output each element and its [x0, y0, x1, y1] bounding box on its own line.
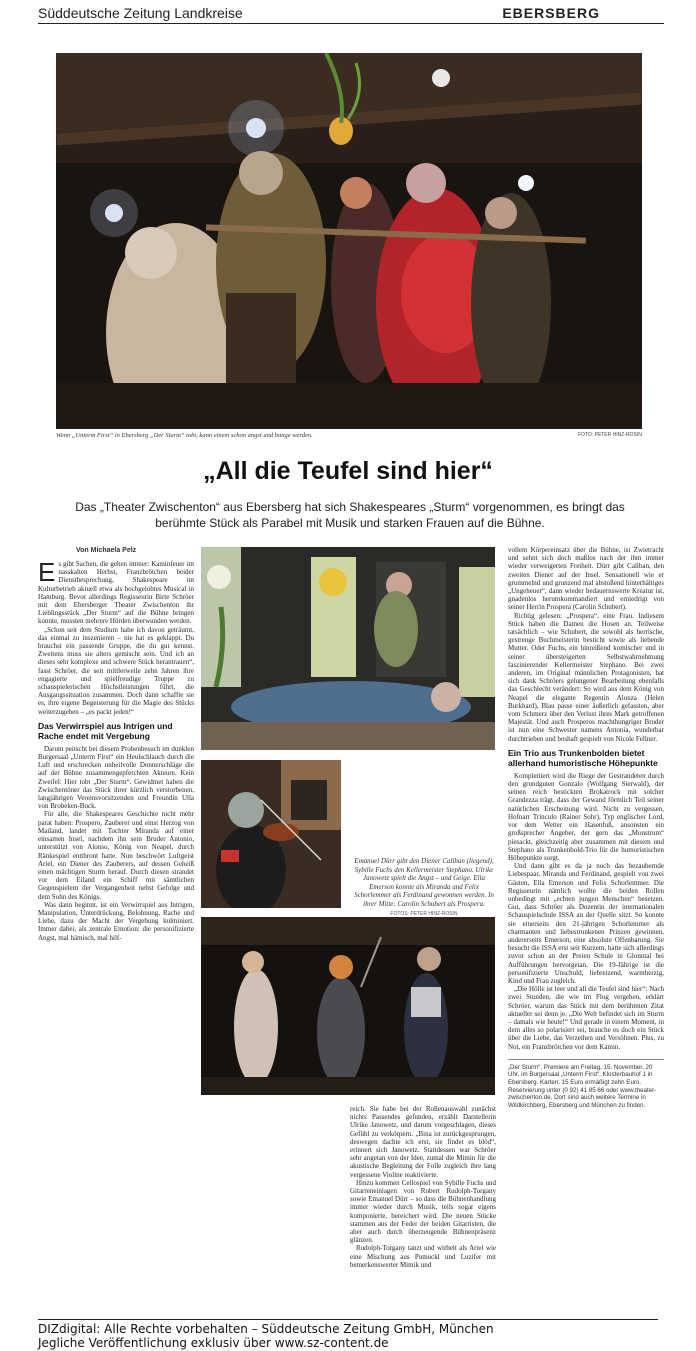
main-photo-credit: FOTO: PETER HINZ-ROSIN	[578, 432, 642, 438]
paragraph: Richtig gelesen: „Prospera“, eine Frau. Indiesem Stück haben die Damen die Hosen an. Teilweise tatsächlich – wie Schubert, die sowohl als herrische, gestrenge Buchmeisterin besticht sowie als liebende Mutter. Oder Fuchs, ein hinreißend komischer und in seiner übersteigerten Selbstwahrnehmung faszinierender Kellermeister Stephano. Bei zwei anderen, im Original männlichen Protagonisten, hat sich dank Schröers gelungener Bearbeitung ebenfalls das Geschlecht verändert: So wird aus dem König von Neapel die elegante Regentin Alonza (Helen Burkhard), Blau passe einer äußerlich gefassten, aber vom Schmerz über den Verlust ihres Mark getroffenen Majestät. Und auch Prosperos machthungriger Bruder ist nun eine Schwester namens Antonia, wunderbar durchtrieben und boshaft gespielt von Nicole Fellner.	[508, 611, 664, 743]
article-deck: Das „Theater Zwischenton“ aus Ebersberg hat sich Shakespeares „Sturm“ vorgenommen, es bringt das berühmte Stück als Parabel mit Musik und starken Frauen auf die Bühne.	[75, 500, 625, 530]
byline: Von Michaela Pelz	[76, 547, 137, 554]
article-column-3	[508, 546, 664, 1306]
paragraph: Und dann gibt es da ja noch das bezaubernde Liebespaar, Miranda und Ferdinand, gespielt von zwei Gästen, Ella Emerson und Felix Schorlemmer. Die Regisseurin nämlich wollte die beiden Rollen unbedingt mit „echten jungen Menschen“ besetzen. Gut, dass Schröer als Dozentin der internationalen Schauspielschule ISSA an der Quelle sitzt. So konnte sie einerseits den 21-jährigen Schorlemmer als charmanten und liebestrunkenen Prinzen gewinnen, andererseits Emerson, eine absolute Offenbarung. Sie besucht die ISSA erst seit Kurzem, hatte sich allerdings zuvor schon an der Preien Schule in Glonntal bei Aufführungen hervorgetan. Die 19-Jährige ist die personifizierte Unschuld, liebreizend, warmherzig, Kind und Frau zugleich.	[508, 862, 664, 985]
paragraph: Rudolph-Torgany tanzt und wirbelt als Ariel wie eine Mischung aus Pumuckl und Luzifer mit bemerkenswerter Mimik und	[350, 1244, 496, 1269]
side-photo-caption: Emanuel Dürr gibt den Diener Caliban (liegend), Sybille Fuchs den Kellermeister Stephano. Ulrike Janowetz spielt die Angst – und Geige. Ella Emerson konnte als Miranda und Felix Schorlemmer als Ferdinand gewonnen werden. In ihrer Mitte: Carolin Schubert als Prospera. FOTOS: PETER HINZ-ROSIN	[352, 857, 496, 919]
caliban-scene-photo	[201, 547, 495, 750]
paragraph: Darum peitscht bei diesem Probenbesuch im dunklen Burgersaal „Unterm First“ ein Heulschlauch durch die Luft und erschrecken unheilvolle Donnerschläge die auf der Bühne zusammengepferchten Akteure. Kein Zweifel: Hier tobt „Der Sturm“. Gewidmet haben die Zwischentöner das Stück ihrer kürzlich verstorbenen, langjährigen Vereinsvorsitzenden und Freundin Ulla von Brobeken-Bock.	[38, 744, 194, 811]
paragraph: Was dann beginnt, ist ein Verwirrspiel aus Intrigen, Manipulation, Unterdrückung, Belohnung, Rache und Liebe, dazu der Macht der Vergebung kulminiert. Immer dabei, als zentrale Emotion: die personifizierte Angst, mal hämisch, mal hilf-	[38, 900, 194, 942]
event-info-box: „Der Sturm“, Premiere am Freitag, 15. November, 20 Uhr, im Burgersaal „Unterm First“, Klosterbauhof 1 in Ebersberg. Karten: 15 Euro ermäßigt zehn Euro. Reservierung unter (0 92) 41 85 66 oder www.theater-zwischenton.de. Dort sind auch weitere Termine in Wildkirchberg, Ebersberg und München zu finden.	[508, 1059, 664, 1110]
paragraph: Hinzu kommen Cellospiel von Sybille Fuchs und Gitarreneinlagen von Robert Rudolph-Torgany sowie Emanuel Dürr – so dass die Bühnenhandlung immer wieder durch Musik, teils sogar eigens komponierte, bereichert wird. Die neuen Stücke stammen aus der Feder der beiden Gitarristen, die aber auch durch überzeugende Bühnenpräsenz glänzen.	[350, 1178, 496, 1245]
license-line: Jegliche Veröffentlichung exklusiv über www.sz-content.de	[38, 1336, 389, 1350]
paragraph: „Die Hölle ist leer und all die Teufel sind hier“: Nach zwei Stunden, die wie im Flug vergehen, erklärt Schröer, warum das Stück mit dem berühmten Zitat aktueller sei denn je. „Die Welt befindet sich im Sturm – damals wie heute!“ Und gerade in einem Moment, in dem alles so polarisiert sei, brauche es doch ein Stück über die Liebe, das Verzeihen und Versöhnen. Plus, zu Not, ein Franzbrötchen vor dem Kamin.	[508, 985, 664, 1051]
drop-cap: E	[38, 560, 56, 587]
trio-scene-photo	[201, 917, 495, 1095]
main-photo-caption: Wenn „Unterm First“ in Ebersberg „Der Sturm“ tobt, kann einem schon angst und bange werden.	[56, 432, 313, 439]
main-stage-photo	[56, 53, 642, 429]
violinist-photo	[201, 760, 341, 908]
section-name: EBERSBERG	[502, 5, 600, 21]
article-column-1	[38, 560, 194, 1100]
subheading: Ein Trio aus Trunkenbolden bietet allerhand humoristische Höhepunkte	[508, 747, 658, 768]
paragraph: Für alle, die Shakespeares Geschichte nicht mehr parat haben: Prospero, Zauberer und einst Herzog von Mailand, landet mit Tochter Miranda auf einer einsamen Insel, nachdem ihn sein Bruder Antonio, unterstützt von Alonso, König von Neapel, durch Ränkespiel entthront hatte. Nun beschwört Luftgeist Ariel, ein Diener des Zauberers, auf dessen Geheiß einen mächtigen Sturm herauf. Durch diesen strandet vor dem Eiland ein Schiff mit sämtlichen Gegenspielern der Vergangenheit nebst Gefolge und dem Sohn des Königs.	[38, 810, 194, 901]
copyright-footer	[38, 1319, 658, 1350]
masthead	[38, 4, 664, 24]
article-column-2	[350, 1105, 496, 1310]
paragraph: „Schon seit dem Studium habe ich davon geträumt, das einmal zu inszenieren – nie hat es geklappt. Du brauchst ein passende Gruppe, die du gut kennst. Zweitens muss sie alters gemischt sein. Und ich an dieses sehr komplexe und schwere Stück herantrauen“, fasst Schröer, die seit mittlerweile zehn Jahren ihre engagierte und spielfreudige Truppe zu schauspielerischen Höchstleistungen führt, die Ausgangssituation zusammen. Doch dann schaffte sie es, ihre eigene Begeisterung für die Magie des Stücks weiterzugeben – „es packt jeden!“	[38, 625, 194, 716]
paragraph: Komplettiert wird die Riege der Gestrandeten durch den grundguten Gonzalo (Wolfgang Sierwald), der seinen reich bestickten Brokatrock mit solcher Grandezza trägt, dass der Gewand förmlich Teil seiner natürlichen Erscheinung wird. Nicht zu vergessen, Hofnarr Trinculo (Rainer Sohr), Typ englischer Lord, vor dem Wetter ein Hasenfuß, ansonsten ein großsprecher Angeber, der gern das „Monstrum“ piesackt, gleichzeitig aber zusammen mit diesem und Stephano als Trunkenbold-Trio für die humoristischen Höhepunkte sorgt.	[508, 771, 664, 862]
paragraph: reich. Sie habe bei der Rollenauswahl zunächst nichts Passendes gefunden, erzählt Darstellerin Ulrike Janowetz, und darum vorgeschlagen, dieses Gefühl zu verkörpern. „Bina ist zurückgesprungen, deswegen dachte ich erst, sie findet es blöd“, erinnert sich Janowetz. Stattdessen war Schröer sehr angetan von der Idee, zumal die Mimin für die akustische Begleitung der Folle zugleich ihre lang vergessene Violine reaktivierte.	[350, 1105, 496, 1179]
paragraph: vollem Körpereinsatz über die Bühne, ist Zwietracht und sehnt sich doch maßlos nach der ihm immer wieder verweigerten Freiheit. Dürr gibt Caliban, den zweiten Diener auf der Insel. Sensationell wie er grummelnd und grunzend mal abstoßend hinterhältiges „Ungeheuer“, dann wieder bedauernswerte Kreatur ist, gnadenlos herumkommandiert und erniedrigt von seiner Herrin Prospera (Carolin Schubert).	[508, 546, 664, 612]
article-headline: „All die Teufel sind hier“	[203, 457, 493, 485]
subheading: Das Verwirrspiel aus Intrigen und Rache endet mit Vergebung	[38, 720, 173, 741]
paragraph: Es gibt Sachen, die gehen immer: Kaminfeuer im nasskalten Herbst, Franzbrötchen beider Dienstbesprechung, Shakespeare im Kulturbetrieb aktuell etwa als hochgelobtes Musical in Hamburg. Bevor allerdings Regisseurin Birte Schröer mit dem Ebersberger Theater Zwischenton ihr Lieblingsstück „Der Sturm“ auf die Bühne bringen konnte, mussten mehrere Hürden überwunden werden.	[38, 560, 194, 626]
copyright-line: DIZdigital: Alle Rechte vorbehalten – Süddeutsche Zeitung GmbH, München	[38, 1322, 494, 1336]
side-photo-credit: FOTOS: PETER HINZ-ROSIN	[390, 911, 458, 917]
newspaper-name: Süddeutsche Zeitung Landkreise	[38, 5, 243, 21]
